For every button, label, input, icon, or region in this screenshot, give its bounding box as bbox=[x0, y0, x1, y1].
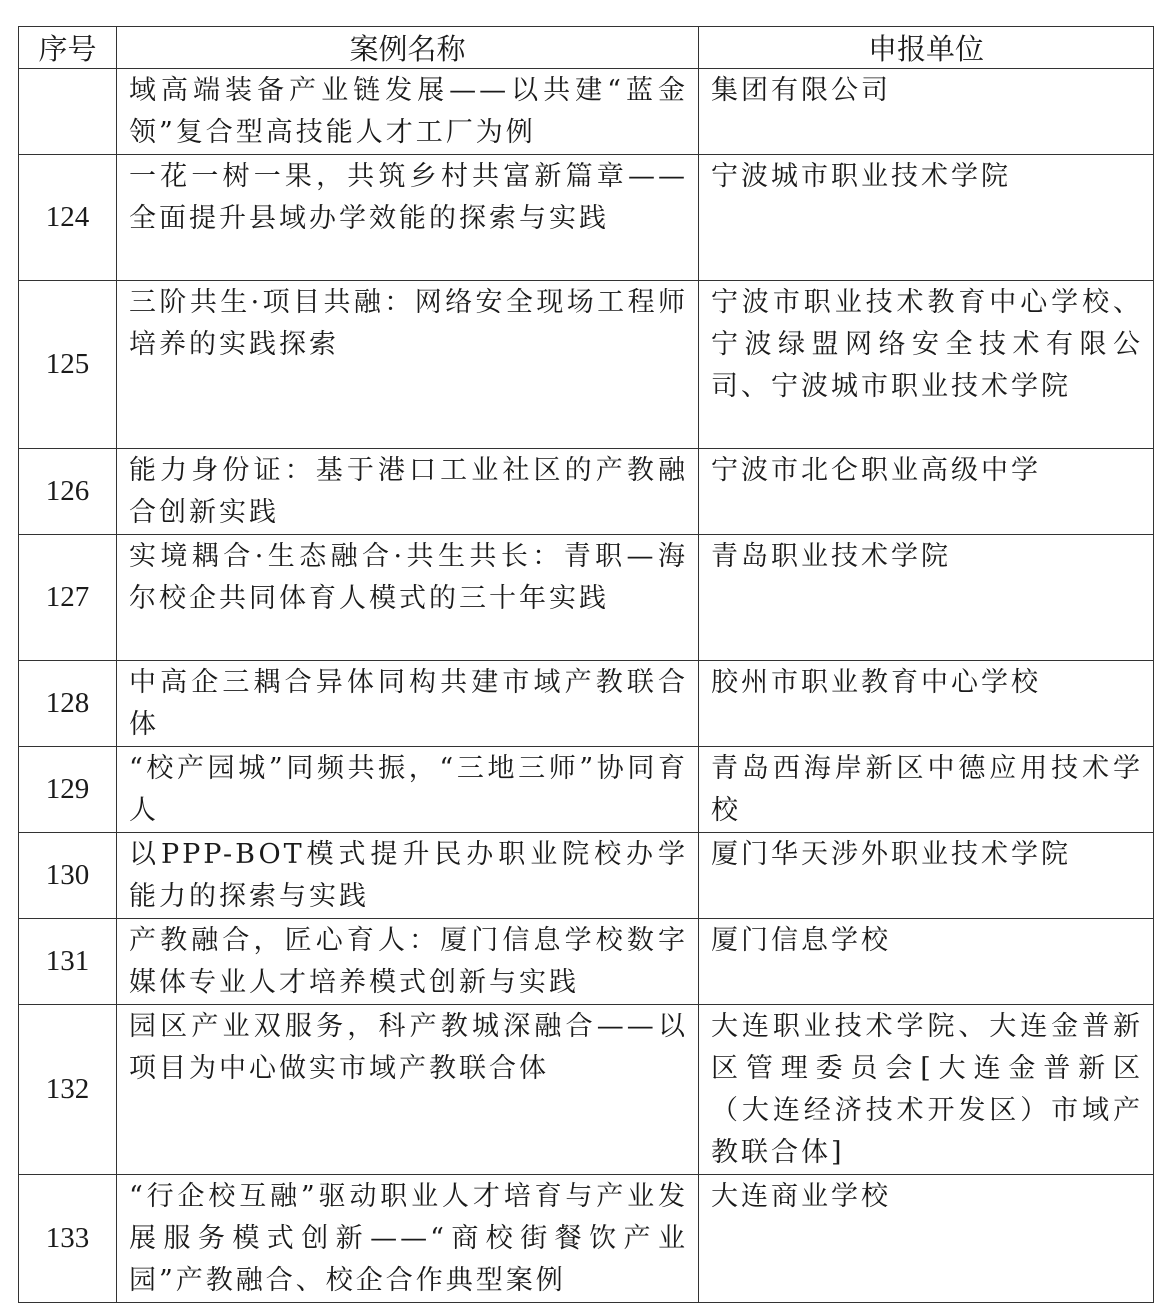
row-case-name: “校产园城”同频共振，“三地三师”协同育人 bbox=[117, 747, 699, 833]
row-num: 133 bbox=[19, 1175, 117, 1303]
table-row bbox=[19, 1175, 1154, 1303]
row-num: 126 bbox=[19, 449, 117, 535]
row-case-name: 产教融合，匠心育人：厦门信息学校数字媒体专业人才培养模式创新与实践 bbox=[117, 919, 699, 1005]
row-num: 130 bbox=[19, 833, 117, 919]
row-unit: 宁波市北仑职业高级中学 bbox=[699, 449, 1154, 535]
row-unit: 集团有限公司 bbox=[699, 69, 1154, 155]
row-case-name: 中高企三耦合异体同构共建市域产教联合体 bbox=[117, 661, 699, 747]
row-num bbox=[19, 69, 117, 155]
row-num: 125 bbox=[19, 281, 117, 449]
row-unit: 青岛职业技术学院 bbox=[699, 535, 1154, 661]
table-row bbox=[19, 281, 1154, 449]
row-num: 124 bbox=[19, 155, 117, 281]
row-unit: 宁波城市职业技术学院 bbox=[699, 155, 1154, 281]
table-row bbox=[19, 449, 1154, 535]
row-unit: 大连商业学校 bbox=[699, 1175, 1154, 1303]
row-case-name: 园区产业双服务，科产教城深融合——以项目为中心做实市域产教联合体 bbox=[117, 1005, 699, 1175]
row-unit: 宁波市职业技术教育中心学校、宁波绿盟网络安全技术有限公司、宁波城市职业技术学院 bbox=[699, 281, 1154, 449]
table-row bbox=[19, 747, 1154, 833]
header-unit: 申报单位 bbox=[699, 27, 1154, 69]
row-num: 127 bbox=[19, 535, 117, 661]
table-row bbox=[19, 1005, 1154, 1175]
row-unit: 厦门信息学校 bbox=[699, 919, 1154, 1005]
header-row bbox=[19, 27, 1154, 69]
table-row bbox=[19, 919, 1154, 1005]
row-num: 129 bbox=[19, 747, 117, 833]
header-num: 序号 bbox=[19, 27, 117, 69]
table-row bbox=[19, 661, 1154, 747]
table-row bbox=[19, 69, 1154, 155]
row-case-name: 能力身份证：基于港口工业社区的产教融合创新实践 bbox=[117, 449, 699, 535]
row-case-name: “行企校互融”驱动职业人才培育与产业发展服务模式创新——“商校街餐饮产业园”产教融合、校企合作典型案例 bbox=[117, 1175, 699, 1303]
row-unit: 厦门华天涉外职业技术学院 bbox=[699, 833, 1154, 919]
header-case-name: 案例名称 bbox=[117, 27, 699, 69]
row-num: 132 bbox=[19, 1005, 117, 1175]
row-unit: 胶州市职业教育中心学校 bbox=[699, 661, 1154, 747]
row-unit: 青岛西海岸新区中德应用技术学校 bbox=[699, 747, 1154, 833]
row-case-name: 以PPP-BOT模式提升民办职业院校办学能力的探索与实践 bbox=[117, 833, 699, 919]
row-case-name: 实境耦合·生态融合·共生共长：青职—海尔校企共同体育人模式的三十年实践 bbox=[117, 535, 699, 661]
row-case-name: 一花一树一果，共筑乡村共富新篇章——全面提升县域办学效能的探索与实践 bbox=[117, 155, 699, 281]
row-case-name: 三阶共生·项目共融：网络安全现场工程师培养的实践探索 bbox=[117, 281, 699, 449]
row-unit: 大连职业技术学院、大连金普新区管理委员会[大连金普新区（大连经济技术开发区）市域产教联合体] bbox=[699, 1005, 1154, 1175]
row-case-name: 域高端装备产业链发展——以共建“蓝金领”复合型高技能人才工厂为例 bbox=[117, 69, 699, 155]
row-num: 128 bbox=[19, 661, 117, 747]
row-num: 131 bbox=[19, 919, 117, 1005]
table-row bbox=[19, 535, 1154, 661]
table-row bbox=[19, 833, 1154, 919]
case-table bbox=[18, 26, 1154, 1303]
table-row bbox=[19, 155, 1154, 281]
